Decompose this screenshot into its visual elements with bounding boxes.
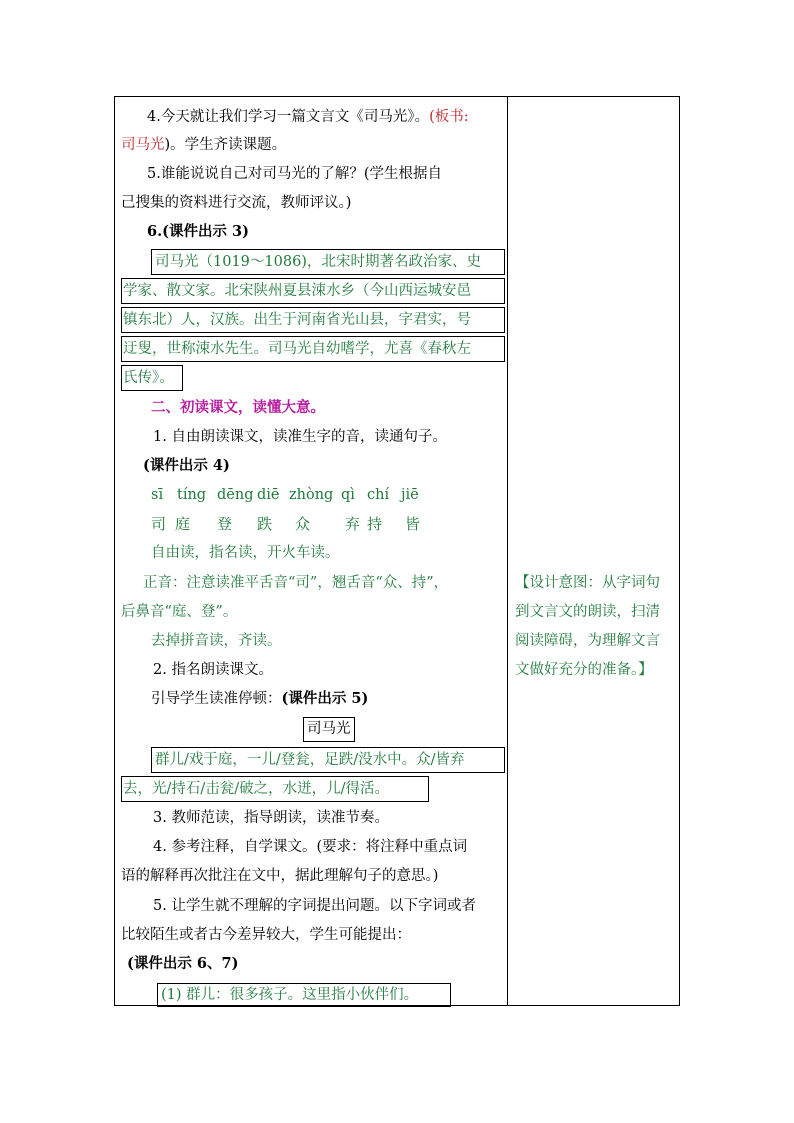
- bio-line-4: 迂叟，世称涑水先生。司马光自幼嗜学，尤喜《春秋左: [123, 341, 471, 357]
- pinyin-si: sī: [151, 487, 164, 503]
- step-4-line-1: 4.今天就让我们学习一篇文言文《司马光》。(板书:: [147, 109, 469, 125]
- char-si: 司: [151, 515, 167, 533]
- step-4-line-2: 司马光)。学生齐读课题。: [121, 137, 287, 153]
- teaching-process-column: [119, 97, 503, 1005]
- bio-line-3: 镇东北）人，汉族。出生于河南省光山县，字君实，号: [123, 312, 471, 328]
- step-2-1: 1. 自由朗读课文，读准生字的音，读通句子。: [153, 429, 447, 445]
- read-without-pinyin: 去掉拼音读，齐读。: [151, 633, 282, 649]
- pinyin-chi: chí: [367, 487, 390, 503]
- pinyin-die: diē: [257, 487, 280, 503]
- bio-line-5: 氏传》。: [123, 370, 174, 386]
- title-box-text: 司马光: [307, 721, 351, 737]
- char-qi: 弃: [345, 515, 361, 533]
- step-2-1-ppt: (课件出示 4): [143, 457, 230, 474]
- step-2-5-line-2: 比较陌生或者古今差异较大，学生可能提出：: [121, 927, 411, 943]
- pause-guide: 引导学生读准停顿：(课件出示 5): [151, 690, 369, 707]
- char-die: 跌: [257, 515, 273, 533]
- design-intent-column: [513, 97, 677, 1005]
- design-intent-line-3: 阅读障碍，为理解文言: [515, 633, 660, 649]
- column-divider: [507, 97, 508, 1005]
- bio-line-1: 司马光（1019～1086)，北宋时期著名政治家、史: [155, 254, 481, 270]
- pronunciation-line-2: 后鼻音“庭、登”。: [121, 604, 238, 620]
- step-5-line-2: 己搜集的资料进行交流，教师评议。): [121, 195, 352, 211]
- pronunciation-line-1: 正音：注意读准平舌音“司”，翘舌音“众、持”，: [143, 575, 449, 591]
- pinyin-deng: dēng: [217, 487, 254, 503]
- step-2-2: 2. 指名朗读课文。: [153, 662, 273, 678]
- char-deng: 登: [217, 515, 233, 533]
- text-line-2: 去，光/持石/击瓮/破之，水迸，儿/得活。: [123, 781, 390, 797]
- design-intent-line-1: 【设计意图：从字词句: [515, 575, 660, 591]
- step-2-5-ppt: (课件出示 6、7): [127, 955, 239, 972]
- section-2-heading: 二、初读课文，读懂大意。: [151, 399, 325, 416]
- read-modes: 自由读，指名读，开火车读。: [151, 545, 340, 561]
- bio-line-2: 学家、散文家。北宋陕州夏县涑水乡（今山西运城安邑: [123, 283, 471, 299]
- lesson-table: [114, 96, 680, 1006]
- step-6: 6.(课件出示 3): [147, 223, 249, 240]
- pinyin-jie: jiē: [401, 487, 419, 503]
- pinyin-qi: qì: [341, 487, 355, 503]
- char-jie: 皆: [405, 515, 421, 533]
- design-intent-line-2: 到文言文的朗读，扫清: [515, 604, 660, 620]
- pinyin-ting: tíng: [177, 487, 207, 503]
- step-2-4-line-2: 语的解释再次批注在文中，据此理解句子的意思。): [121, 868, 439, 884]
- step-2-5-line-1: 5. 让学生就不理解的字词提出问题。以下字词或者: [153, 898, 476, 914]
- char-ting: 庭: [175, 515, 191, 533]
- text-line-1: 群儿/戏于庭，一儿/登瓮，足跌/没水中。众/皆弃: [155, 752, 465, 768]
- step-5-line-1: 5.谁能说说自己对司马光的了解？(学生根据自: [147, 166, 442, 182]
- design-intent-line-4: 文做好充分的准备。】: [515, 662, 653, 678]
- pinyin-zhong: zhòng: [289, 487, 334, 503]
- step-2-3: 3. 教师范读，指导朗读，读准节奏。: [153, 810, 389, 826]
- char-chi: 持: [367, 515, 383, 533]
- char-zhong: 众: [295, 515, 311, 533]
- step-2-4-line-1: 4. 参考注释，自学课文。(要求：将注释中重点词: [153, 839, 468, 855]
- note-line-1: (1) 群儿：很多孩子。这里指小伙伴们。: [161, 987, 419, 1003]
